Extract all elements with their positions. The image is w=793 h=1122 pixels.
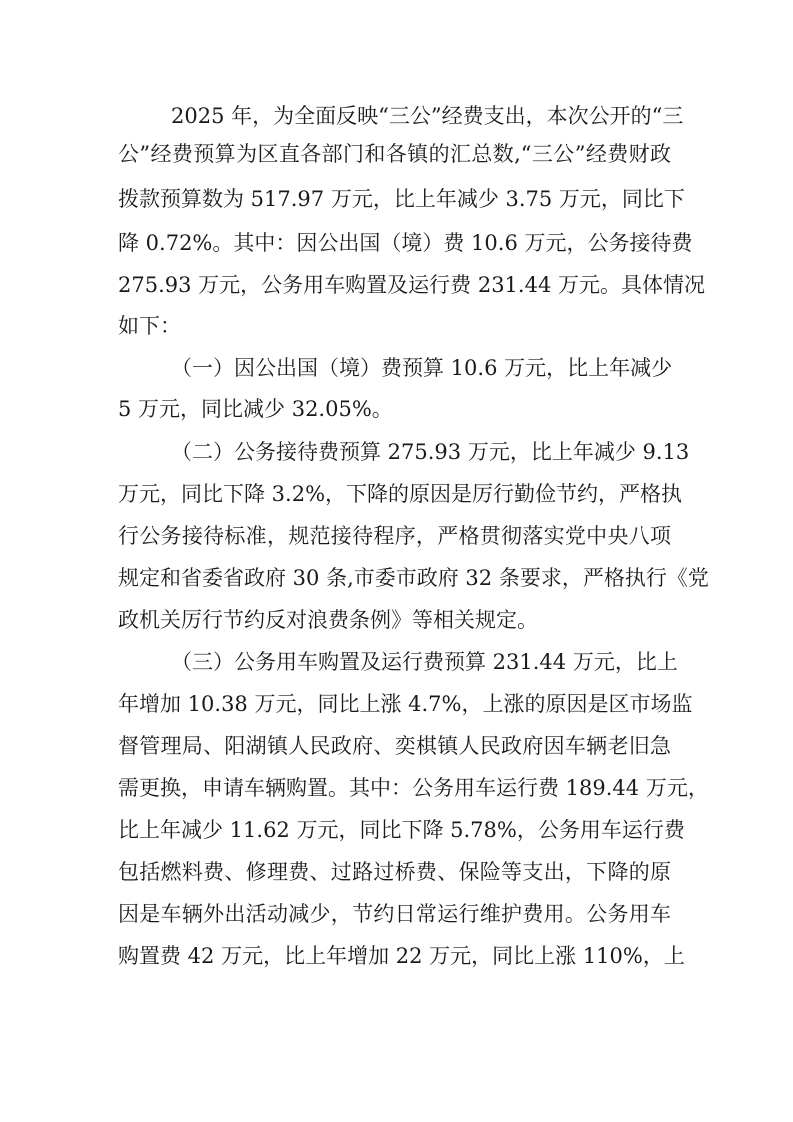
paragraph-4-line-7: 因是车辆外出活动减少，节约日常运行维护费用。公务用车 [118,902,671,926]
paragraph-2-line-2: 5 万元，同比减少 32.05%。 [118,397,393,421]
paragraph-1-line-5: 275.93 万元，公务用车购置及运行费 231.44 万元。具体情况 [118,273,705,297]
paragraph-1-line-2: 公”经费预算为区直各部门和各镇的汇总数,“三公”经费财政 [118,142,671,166]
paragraph-4-line-6: 包括燃料费、修理费、过路过桥费、保险等支出，下降的原 [118,860,671,884]
paragraph-2-line-1: （一）因公出国（境）费预算 10.6 万元，比上年减少 [171,356,673,380]
paragraph-3-line-2: 万元，同比下降 3.2%，下降的原因是厉行勤俭节约，严格执 [118,482,683,506]
paragraph-3-line-5: 政机关厉行节约反对浪费条例》等相关规定。 [118,608,538,632]
paragraph-1-line-3: 拨款预算数为 517.97 万元，比上年减少 3.75 万元，同比下 [118,187,685,211]
paragraph-4-line-8: 购置费 42 万元，比上年增加 22 万元，同比上涨 110%，上 [118,944,685,968]
paragraph-4-line-2: 年增加 10.38 万元，同比上涨 4.7%，上涨的原因是区市场监 [118,692,693,716]
paragraph-3-line-3: 行公务接待标准，规范接待程序，严格贯彻落实党中央八项 [118,524,671,548]
paragraph-1-line-6: 如下： [118,314,181,338]
paragraph-4-line-1: （三）公务用车购置及运行费预算 231.44 万元，比上 [171,650,678,674]
paragraph-4-line-5: 比上年减少 11.62 万元，同比下降 5.78%，公务用车运行费 [118,818,685,842]
paragraph-3-line-4: 规定和省委省政府 30 条,市委市政府 32 条要求，严格执行《党 [118,566,709,590]
paragraph-4-line-3: 督管理局、阳湖镇人民政府、奕棋镇人民政府因车辆老旧急 [118,734,671,758]
paragraph-3-line-1: （二）公务接待费预算 275.93 万元，比上年减少 9.13 [171,440,690,464]
paragraph-1-line-4: 降 0.72%。其中：因公出国（境）费 10.6 万元，公务接待费 [118,231,693,255]
paragraph-4-line-4: 需更换，申请车辆购置。其中：公务用车运行费 189.44 万元， [118,776,709,800]
paragraph-1-line-1: 2025 年，为全面反映“三公”经费支出，本次公开的“三 [171,104,684,128]
